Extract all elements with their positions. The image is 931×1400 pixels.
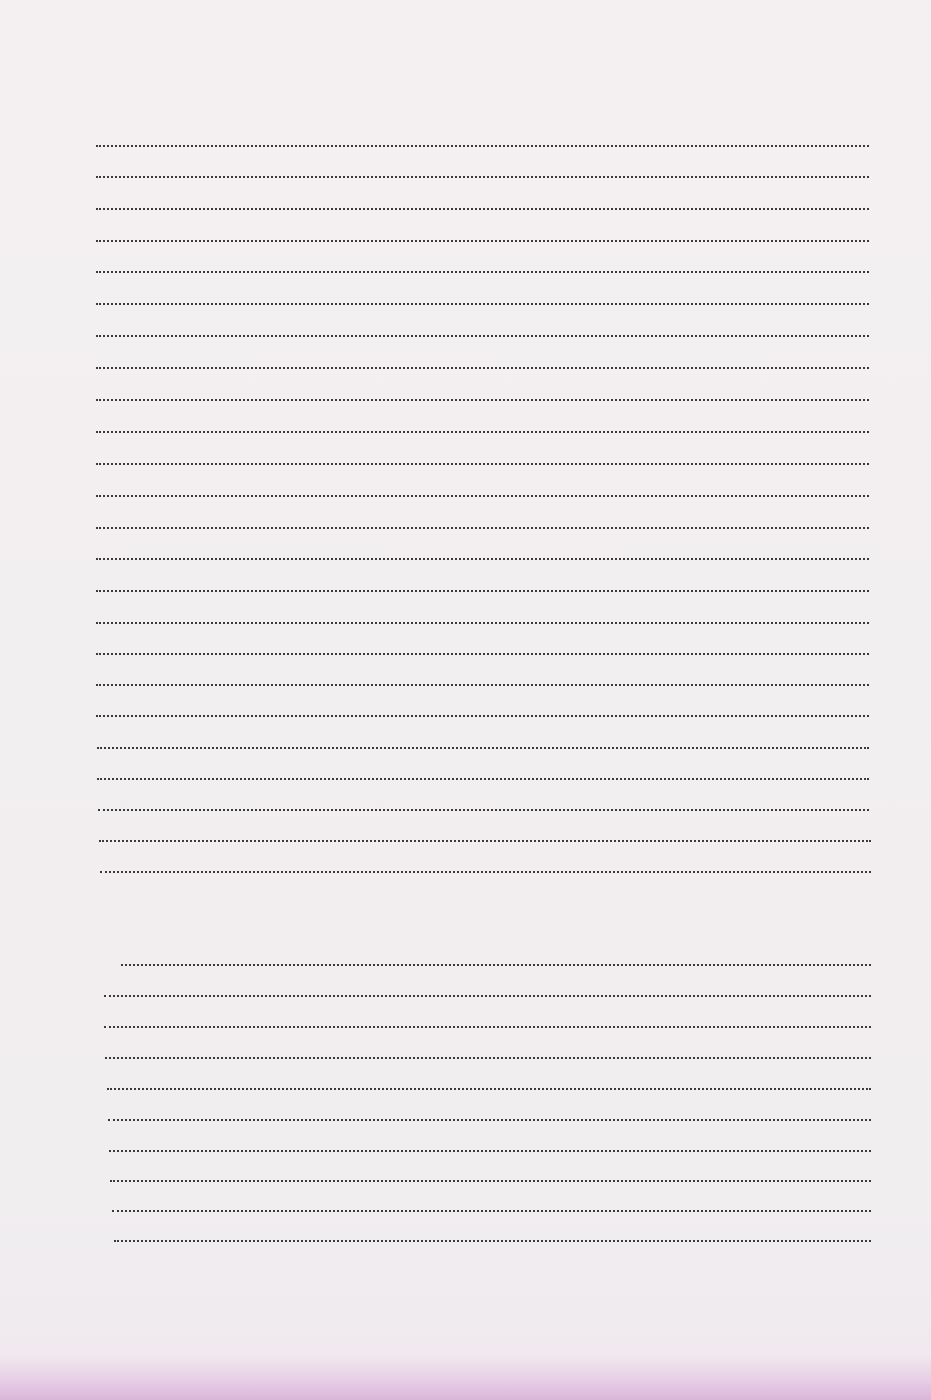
- toc-entry: [94, 600, 870, 630]
- dot-leader: [96, 389, 869, 401]
- toc-entry: [108, 1158, 872, 1188]
- toc-entry: [94, 409, 870, 439]
- toc-entry: [98, 849, 872, 879]
- toc-entry: [94, 313, 870, 343]
- dot-leader: [96, 612, 869, 624]
- toc-entry: [94, 249, 870, 279]
- toc-entry: [105, 1066, 872, 1096]
- toc-entry: [94, 123, 870, 153]
- dot-leader: [96, 517, 869, 529]
- dot-leader: [96, 421, 869, 433]
- toc-entry: [94, 662, 870, 692]
- dot-leader: [98, 799, 869, 811]
- toc-entry: [110, 1188, 872, 1218]
- dot-leader: [99, 830, 871, 842]
- dot-leader: [105, 1047, 871, 1059]
- dot-leader: [112, 1200, 871, 1212]
- toc-entry: [97, 818, 872, 848]
- dot-leader: [96, 135, 869, 147]
- toc-entry: [119, 942, 872, 972]
- toc-entry: [94, 345, 870, 375]
- dot-leader: [121, 954, 871, 966]
- toc-entry: [107, 1128, 872, 1158]
- dot-leader: [104, 1016, 871, 1028]
- dot-leader: [96, 580, 869, 592]
- dot-leader: [96, 166, 869, 178]
- toc-section-heading: [103, 1035, 872, 1065]
- toc-entry: [94, 536, 870, 566]
- toc-entry: [94, 505, 870, 535]
- dot-leader: [96, 198, 869, 210]
- dot-leader: [96, 674, 869, 686]
- dot-leader: [97, 768, 869, 780]
- dot-leader: [96, 705, 869, 717]
- toc-entry: [94, 473, 870, 503]
- dot-leader: [100, 861, 871, 873]
- toc-entry: [112, 1218, 872, 1248]
- toc-entry: [95, 756, 870, 786]
- dot-leader: [110, 1170, 871, 1182]
- toc-entry: [94, 186, 870, 216]
- toc-entry: [94, 281, 870, 311]
- dot-leader: [96, 357, 869, 369]
- toc-entry: [102, 1004, 872, 1034]
- dot-leader: [96, 548, 869, 560]
- dot-leader: [96, 230, 869, 242]
- toc-entry: [94, 693, 870, 723]
- dot-leader: [114, 1230, 871, 1242]
- toc-entry: [102, 973, 872, 1003]
- page-edge-tint: [0, 1354, 931, 1400]
- dot-leader: [96, 485, 869, 497]
- toc-entry: [94, 377, 870, 407]
- dot-leader: [96, 643, 869, 655]
- dot-leader: [97, 737, 869, 749]
- toc-entry: [95, 725, 870, 755]
- dot-leader: [107, 1078, 871, 1090]
- dot-leader: [96, 261, 869, 273]
- toc-entry: [94, 568, 870, 598]
- toc-entry: [94, 631, 870, 661]
- dot-leader: [96, 453, 869, 465]
- toc-entry: [106, 1097, 872, 1127]
- toc-entry: [94, 441, 870, 471]
- toc-entry: [94, 218, 870, 248]
- toc-entry: [94, 154, 870, 184]
- toc-entry: [96, 787, 870, 817]
- dot-leader: [108, 1109, 871, 1121]
- dot-leader: [109, 1140, 871, 1152]
- dot-leader: [96, 325, 869, 337]
- dot-leader: [96, 293, 869, 305]
- dot-leader: [104, 985, 871, 997]
